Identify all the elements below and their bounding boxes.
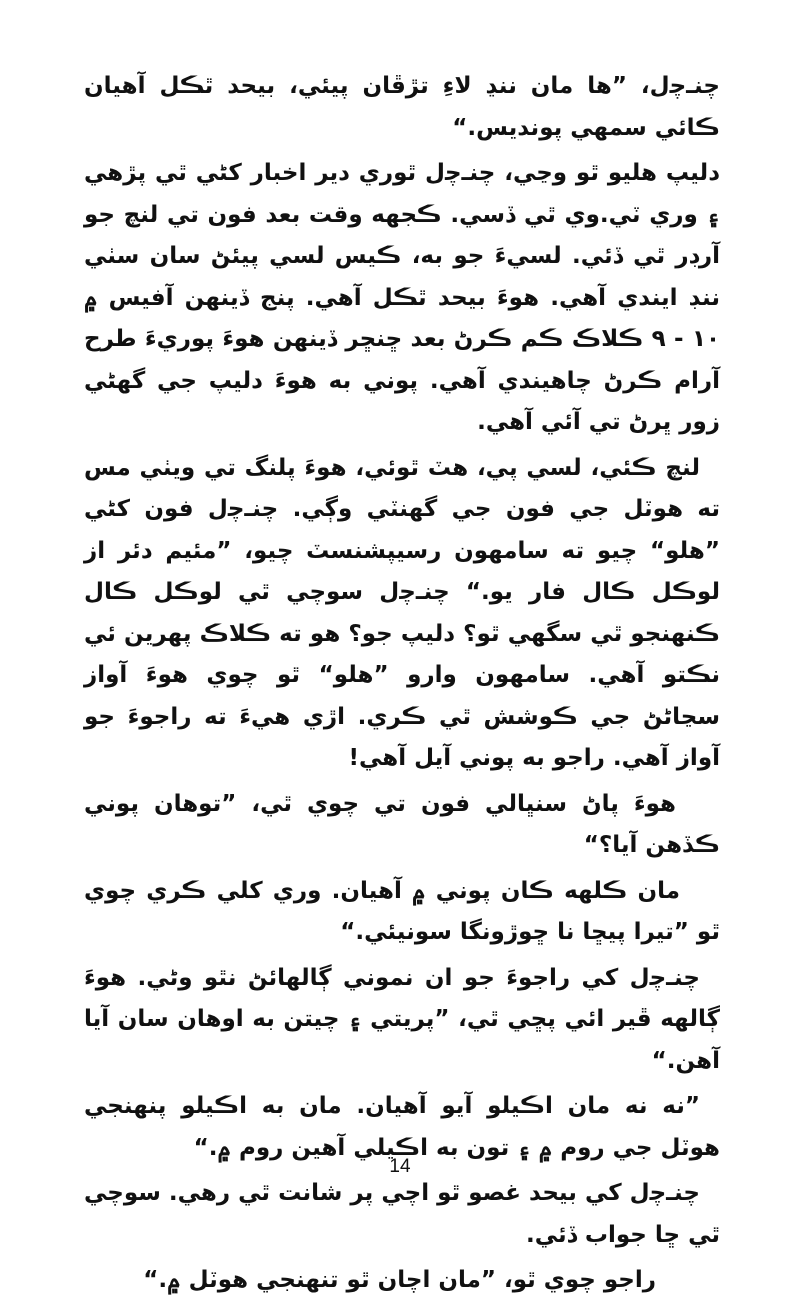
paragraph-5: مان ڪلهه ڪان پوني ۾ آهيان. وري کلي ڪري چوي ٿو ”تيرا پيڇا نا ڇوڙونگا سونيئي.“	[84, 877, 720, 945]
paragraph-3: لنچ ڪئي، لسي پي، هٽ ٿوئي، هوءَ پلنگ تي ويٺي مس ته هوٽل جي فون جي گهنٽي وڳي. چنـﭼل فون کڻي ”هلو“ چيو ته سامهون رسيپشنسٽ چيو، ”مئيم دئر از لوڪل ڪال فار يو.“ چنـﭼل سوچي ٿي لوڪل ڪال ڪنهنجو ٿي سگهي ٿو؟ دليپ جو؟ هو ته ڪلاڪ پهرين ئي نڪتو آهي. سامهون وارو ”هلو“ ٿو چوي هوءَ آواز سڃاڻڻ جي ڪوشش ٿي ڪري. اڙي هيءَ ته راجوءَ جو آواز آهي. راجو به پوني آيل آهي!	[84, 454, 720, 771]
paragraph-1: چنـﭼل، ”ها مان ننڍ لاءِ تڙڦان پيئي، بيحد ٿڪل آهيان ڪائي سمهي پونديس.“	[84, 73, 720, 141]
paragraph-2: دليپ هليو ٿو وڃي، چنـﭼل ٿوري دير اخبار کڻي ٿي پڙهي ۽ وري ٽي.وي ٿي ڏسي. ڪجهه وقت بعد فون تي لنچ جو آرڊر ٿي ڏئي. لسيءَ جو به، ڪيس لسي پيئڻ سان سٺي ننڊ ايندي آهي. هوءَ بيحد ٿڪل آهي. پنج ڏينهن آفيس ۾ ١٠ - ٩ ڪلاڪ ڪم ڪرڻ بعد ڇنڇر ڏينهن هوءَ پوريءَ طرح آرام ڪرڻ چاهيندي آهي. پوني به هوءَ دليپ جي گهڻي زور ڀرڻ تي آئي آهي.	[84, 160, 721, 435]
paragraph-6: چنـﭼل کي راجوءَ جو ان نموني ڳالهائڻ نٿو وڻي. هوءَ ڳالهه ڦير ائي پڇي ٿي، ”پريتي ۽ چيتن به اوهان سان آيا آهن.“	[84, 964, 720, 1074]
paragraph-7: ”نه نه مان اڪيلو آيو آهيان. مان به اڪيلو پنهنجي هوٽل جي روم ۾ ۽ تون به اڪيلي آهين روم ۾.“	[84, 1093, 720, 1161]
paragraph-9: راجو چوي ٿو، ”مان اچان ٿو تنهنجي هوٽل ۾.“	[143, 1267, 656, 1293]
paragraph-4: هوءَ پاڻ سنڀالي فون تي چوي ٿي، ”توهان پوني ڪڏهن آيا؟“	[84, 790, 720, 858]
paragraph-8: چنـﭼل کي بيحد غصو ٿو اچي پر شانت ٿي رهي. سوچي ٿي ڇا جواب ڏئي.	[84, 1180, 720, 1248]
page-number: 14	[389, 1156, 411, 1177]
body-text	[84, 66, 720, 1306]
